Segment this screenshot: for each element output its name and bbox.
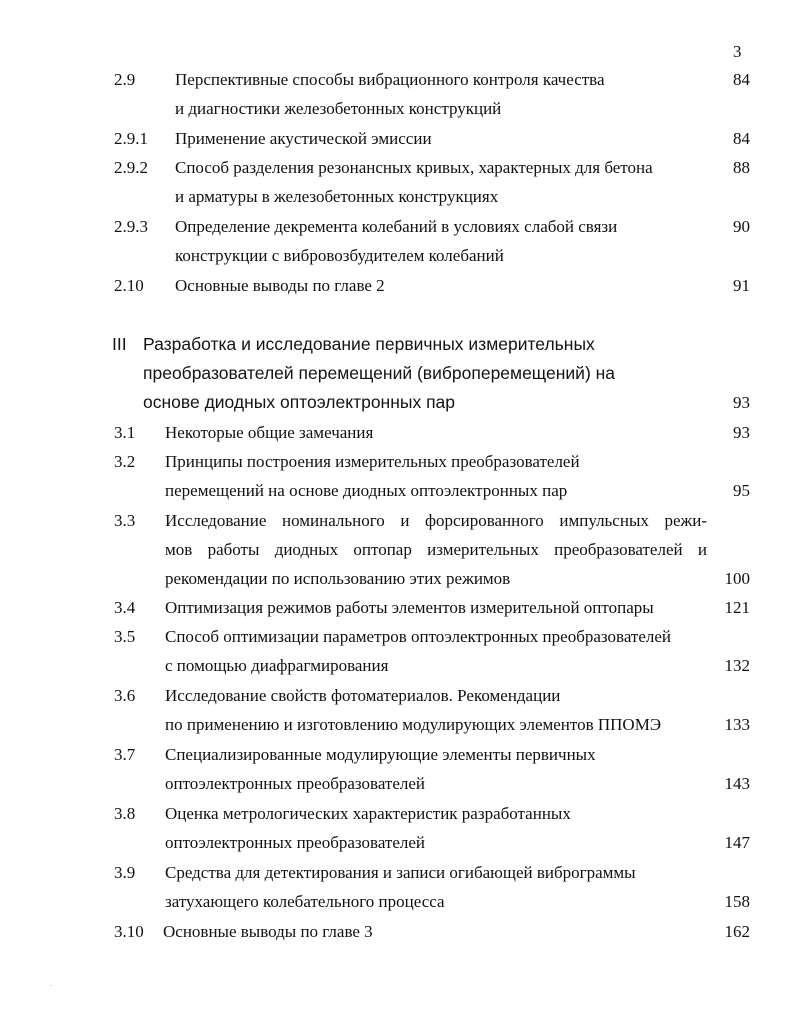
page-number: 3 xyxy=(733,42,742,61)
entry-page: 158 xyxy=(724,892,750,911)
entry-page: 132 xyxy=(724,656,750,675)
chapter-title-line: основе диодных оптоэлектронных пар xyxy=(143,392,456,412)
entry-title-line: рекомендации по использованию этих режимов xyxy=(165,569,511,588)
entry-number: 2.9.3 xyxy=(114,217,148,236)
entry-title-line: Принципы построения измерительных преобразователей xyxy=(165,452,580,471)
entry-number: 3.10 xyxy=(114,922,144,941)
entry-page: 121 xyxy=(724,598,750,617)
entry-page: 95 xyxy=(733,481,750,500)
entry-page: 100 xyxy=(724,569,750,588)
entry-title-line: Основные выводы по главе 3 xyxy=(163,922,373,941)
entry-title-line: и диагностики железобетонных конструкций xyxy=(175,99,502,118)
entry-title-line: и арматуры в железобетонных конструкциях xyxy=(175,187,499,206)
entry-page: 84 xyxy=(733,70,750,89)
entry-title-line: Средства для детектирования и записи огибающей виброграммы xyxy=(165,863,636,882)
entry-number: 3.8 xyxy=(114,804,136,823)
entry-title-line: Исследование номинального и форсированного импульсных режи- xyxy=(165,511,707,530)
entry-number: 3.4 xyxy=(114,598,136,617)
entry-number: 3.3 xyxy=(114,511,136,530)
entry-number: 3.7 xyxy=(114,745,136,764)
chapter-title-line: преобразователей перемещений (виброперемещений) на xyxy=(143,363,616,383)
entry-page: 133 xyxy=(724,715,750,734)
entry-title-line: по применению и изготовлению модулирующих элементов ППОМЭ xyxy=(165,715,662,734)
entry-number: 2.9.2 xyxy=(114,158,148,177)
chapter-number: III xyxy=(112,334,127,354)
entry-title-line: оптоэлектронных преобразователей xyxy=(165,833,426,852)
entry-title-line: Способ оптимизации параметров оптоэлектронных преобразователей xyxy=(165,627,672,646)
scan-speck xyxy=(50,985,52,986)
entry-page: 84 xyxy=(733,129,750,148)
entry-title-line: конструкции с вибровозбудителем колебаний xyxy=(175,246,504,265)
entry-title-line: Основные выводы по главе 2 xyxy=(175,276,385,295)
entry-page: 93 xyxy=(733,423,750,442)
entry-title-line: перемещений на основе диодных оптоэлектронных пар xyxy=(165,481,568,500)
entry-number: 2.9 xyxy=(114,70,136,89)
entry-title-line: Способ разделения резонансных кривых, характерных для бетона xyxy=(175,158,653,177)
entry-title-line: затухающего колебательного процесса xyxy=(165,892,445,911)
entry-title-line: Применение акустической эмиссии xyxy=(175,129,432,148)
entry-title-line: Некоторые общие замечания xyxy=(165,423,374,442)
entry-page: 162 xyxy=(724,922,750,941)
entry-page: 88 xyxy=(733,158,750,177)
entry-page: 143 xyxy=(724,774,750,793)
entry-number: 3.5 xyxy=(114,627,136,646)
entry-title-line: с помощью диафрагмирования xyxy=(165,656,389,675)
entry-title-line: оптоэлектронных преобразователей xyxy=(165,774,426,793)
entry-page: 147 xyxy=(724,833,750,852)
entry-number: 3.9 xyxy=(114,863,136,882)
entry-title-line: мов работы диодных оптопар измерительных преобразователей и xyxy=(165,540,707,559)
chapter-page: 93 xyxy=(733,393,750,412)
entry-title-line: Перспективные способы вибрационного контроля качества xyxy=(175,70,605,89)
entry-number: 2.10 xyxy=(114,276,144,295)
entry-title-line: Определение декремента колебаний в условиях слабой связи xyxy=(175,217,618,236)
entry-page: 91 xyxy=(733,276,750,295)
entry-page: 90 xyxy=(733,217,750,236)
entry-number: 3.1 xyxy=(114,423,136,442)
chapter-title-line: Разработка и исследование первичных измерительных xyxy=(143,334,595,354)
entry-title-line: Оптимизация режимов работы элементов измерительной оптопары xyxy=(165,598,654,617)
entry-number: 3.2 xyxy=(114,452,136,471)
entry-number: 3.6 xyxy=(114,686,136,705)
entry-title-line: Оценка метрологических характеристик разработанных xyxy=(165,804,571,823)
entry-title-line: Специализированные модулирующие элементы первичных xyxy=(165,745,596,764)
entry-title-line: Исследование свойств фотоматериалов. Рекомендации xyxy=(165,686,561,705)
entry-number: 2.9.1 xyxy=(114,129,148,148)
